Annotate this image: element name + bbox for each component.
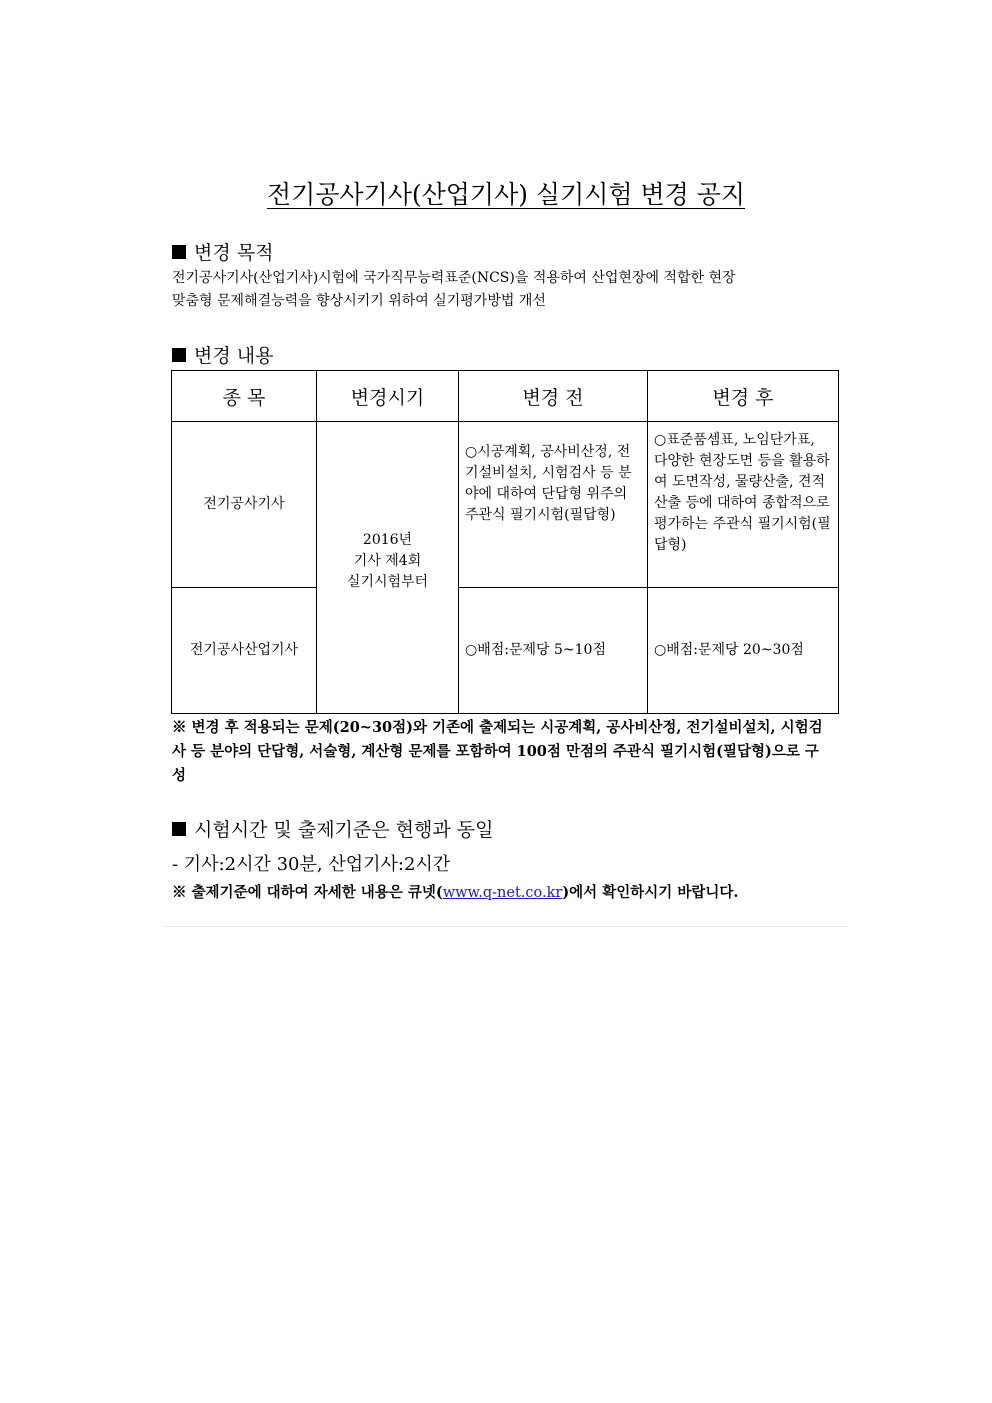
timing-line-3: 실기시험부터 [346, 574, 429, 590]
subject-cell-2: 전기공사산업기사 [172, 588, 317, 714]
after-text-cell: ○표준품셈표, 노임단가표, 다양한 현장도면 등을 활용하여 도면작성, 물량산출, 견적산출 등에 대하여 종합적으로 평가하는 주관식 필기시험(필답형) [648, 422, 839, 588]
before-score-cell: ○배점:문제당 5~10점 [459, 588, 648, 714]
square-bullet-icon [172, 348, 186, 362]
qnet-link[interactable]: www.q-net.co.kr [442, 885, 563, 901]
purpose-heading-label: 변경 목적 [194, 242, 274, 264]
before-text-cell: ○시공계획, 공사비산정, 전기설비설치, 시험검사 등 분야에 대하여 단답형 위주의 주관식 필기시험(필답형) [459, 422, 648, 588]
criteria-note-prefix: ※ 출제기준에 대하여 자세한 내용은 큐넷( [172, 884, 443, 901]
after-score-cell: ○배점:문제당 20~30점 [648, 588, 839, 714]
subject-cell-1: 전기공사기사 [172, 422, 317, 588]
timing-line-2: 기사 제4회 [353, 553, 422, 569]
timing-cell [317, 422, 459, 714]
criteria-note [172, 881, 738, 902]
header-timing: 변경시기 [317, 371, 459, 422]
bottom-divider [164, 926, 847, 927]
purpose-line-1: 전기공사기사(산업기사)시험에 국가직무능력표준(NCS)을 적용하여 산업현장에 적합한 현장 [172, 270, 736, 286]
purpose-heading [172, 238, 273, 265]
exam-heading-label: 시험시간 및 출제기준은 현행과 동일 [194, 819, 494, 841]
exam-heading [172, 815, 493, 842]
purpose-body [172, 267, 832, 313]
content-heading [172, 341, 273, 368]
table-row [172, 588, 839, 714]
table-row [172, 422, 839, 588]
header-after: 변경 후 [648, 371, 839, 422]
content-heading-label: 변경 내용 [194, 345, 274, 367]
page-title: 전기공사기사(산업기사) 실기시험 변경 공지 [266, 180, 746, 209]
purpose-line-2: 맞춤형 문제해결능력을 향상시키기 위하여 실기평가방법 개선 [172, 293, 546, 309]
table-header-row [172, 371, 839, 422]
change-note: ※ 변경 후 적용되는 문제(20~30점)와 기존에 출제되는 시공계획, 공사비산정, 전기설비설치, 시험검사 등 분야의 단답형, 서술형, 계산형 문제를 포함하여 100점 만점의 주관식 필기시험(필답형)으로 구성 [172, 719, 823, 784]
square-bullet-icon [172, 822, 186, 836]
header-subject: 종 목 [172, 371, 317, 422]
criteria-note-suffix: )에서 확인하시기 바랍니다. [562, 884, 739, 901]
square-bullet-icon [172, 245, 186, 259]
header-before: 변경 전 [459, 371, 648, 422]
change-table [171, 370, 839, 714]
timing-line-1: 2016년 [362, 532, 413, 548]
exam-time-text: - 기사:2시간 30분, 산업기사:2시간 [172, 854, 451, 875]
